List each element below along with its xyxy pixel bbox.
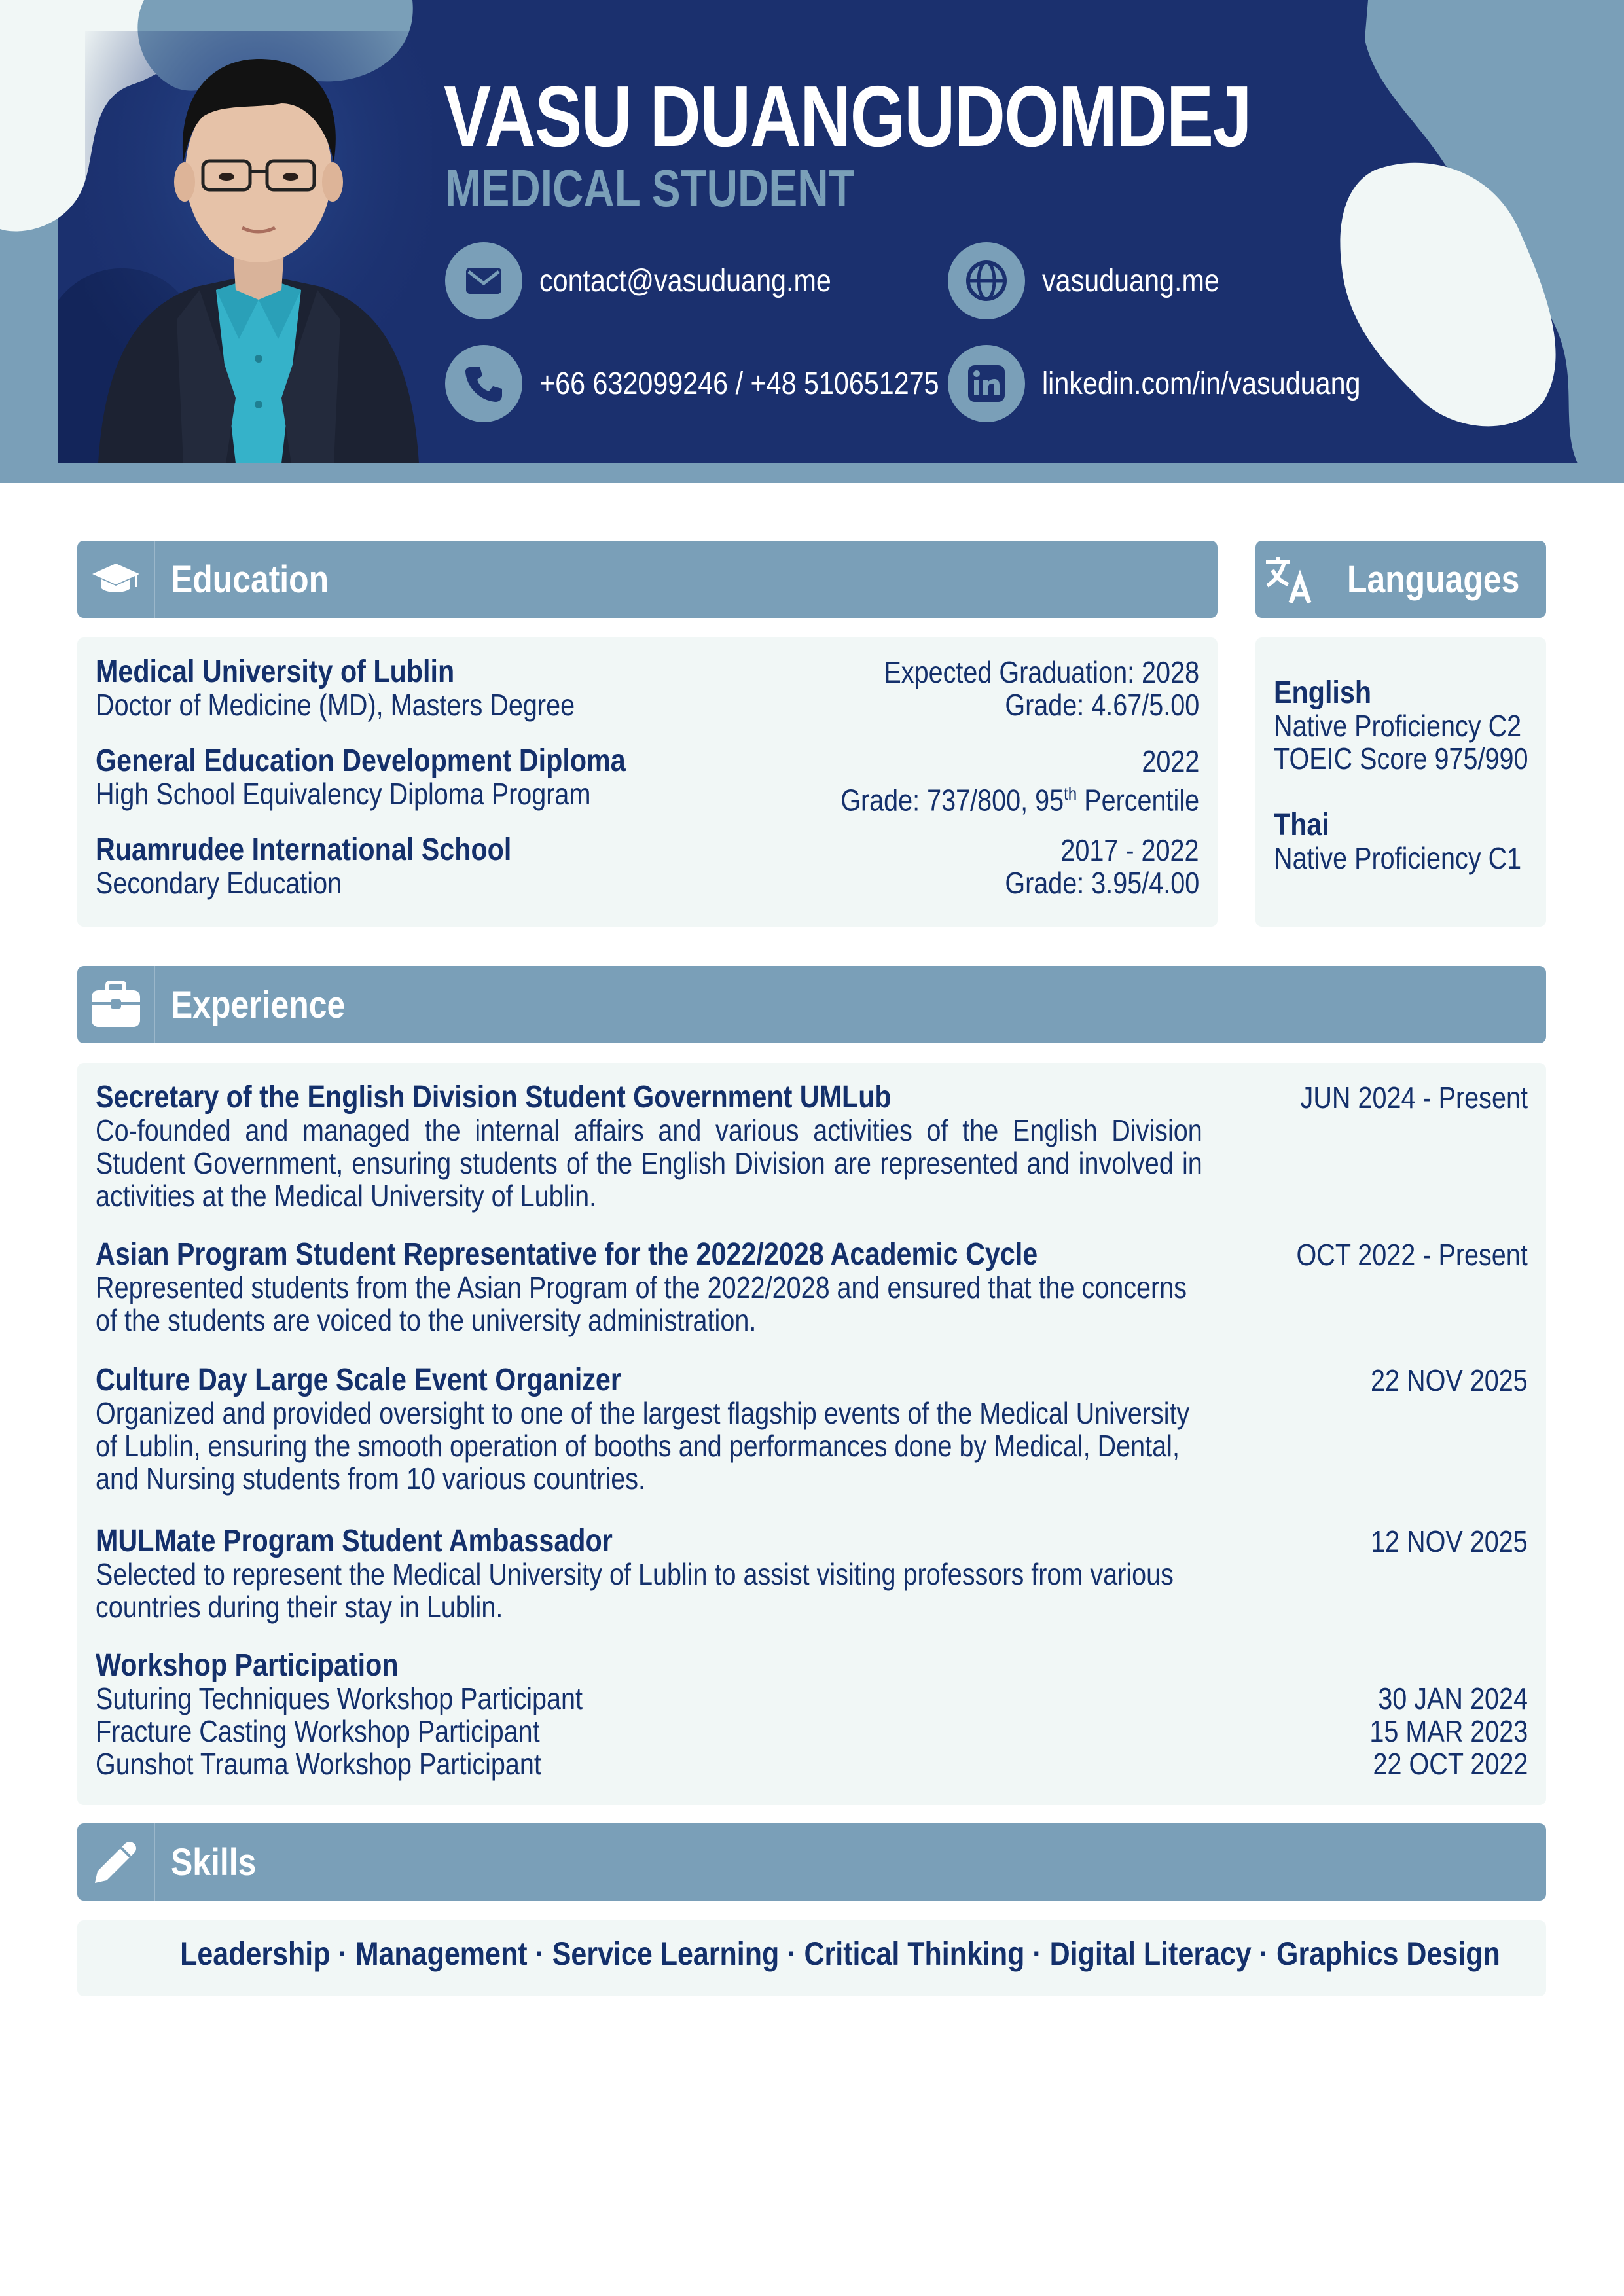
graduation-cap-icon [77, 541, 155, 618]
profile-photo [85, 31, 432, 463]
grade-prefix: Grade: 737/800, 95 [840, 783, 1064, 817]
experience-item [96, 1238, 1528, 1336]
workshop-name: Gunshot Trauma Workshop Participant [96, 1747, 541, 1781]
education-grade [840, 778, 1199, 816]
skills-header [77, 1823, 1546, 1901]
skills-heading: Skills [171, 1840, 257, 1884]
workshop-name: Fracture Casting Workshop Participant [96, 1714, 540, 1748]
workshop-item [96, 1682, 1528, 1715]
experience-title: Asian Program Student Representative for the 2022/2028 Academic Cycle [96, 1237, 1038, 1272]
experience-item [96, 1525, 1528, 1623]
linkedin-text: linkedin.com/in/vasuduang [1042, 366, 1361, 401]
experience-date: OCT 2022 - Present [1296, 1238, 1528, 1272]
education-date: Expected Graduation: 2028 [884, 655, 1199, 689]
website-text: vasuduang.me [1042, 263, 1219, 298]
experience-description: Selected to represent the Medical University of Lublin to assist visiting professors from various countries during their stay in Lublin. [96, 1557, 1174, 1624]
experience-item [96, 1364, 1528, 1495]
education-item [96, 744, 1199, 817]
experience-title: Secretary of the English Division Student Government UMLub [96, 1080, 892, 1115]
contact-phone[interactable] [445, 345, 1004, 422]
education-panel [77, 637, 1218, 927]
workshop-section [96, 1649, 1528, 1780]
job-title: MEDICAL STUDENT [445, 159, 855, 217]
workshop-date: 22 OCT 2022 [1373, 1747, 1528, 1781]
language-detail: Native Proficiency C2 [1274, 709, 1522, 743]
experience-date: 12 NOV 2025 [1371, 1524, 1528, 1558]
grade-suffix: Percentile [1077, 783, 1199, 817]
school-name: General Education Development Diploma [96, 744, 626, 778]
experience-title: Culture Day Large Scale Event Organizer [96, 1363, 621, 1397]
language-item [1274, 809, 1528, 874]
school-name: Medical University of Lublin [96, 655, 455, 689]
workshop-title: Workshop Participation [96, 1648, 399, 1683]
grade-superscript: th [1063, 783, 1077, 804]
skills-panel [77, 1920, 1546, 1996]
experience-date: JUN 2024 - Present [1300, 1081, 1528, 1115]
language-item [1274, 677, 1528, 775]
briefcase-icon [77, 966, 155, 1043]
experience-item [96, 1081, 1528, 1212]
education-header [77, 541, 1218, 618]
workshop-date: 15 MAR 2023 [1369, 1714, 1528, 1748]
experience-description: Co-founded and managed the internal affairs and various activities of the English Division Student Government, ensuring students of the English Division are represented and involved in activities at the Medical University of Lublin. [96, 1113, 1202, 1213]
education-grade: Grade: 4.67/5.00 [1005, 688, 1199, 722]
language-name: Thai [1274, 808, 1329, 842]
languages-heading: Languages [1347, 558, 1520, 601]
phone-icon [445, 345, 522, 422]
education-date: 2022 [1141, 744, 1199, 778]
globe-icon [948, 242, 1025, 319]
experience-description: Organized and provided oversight to one of the largest flagship events of the Medical University of Lublin, ensuring the smooth operation of booths and performances done by Medical, Dental, and Nursing students from 10 various countries. [96, 1396, 1190, 1496]
languages-panel [1255, 637, 1546, 927]
languages-header [1255, 541, 1546, 618]
workshop-name: Suturing Techniques Workshop Participant [96, 1681, 583, 1715]
education-grade: Grade: 3.95/4.00 [1005, 866, 1199, 900]
contact-email[interactable] [445, 242, 878, 319]
workshop-item [96, 1748, 1528, 1780]
linkedin-icon [948, 345, 1025, 422]
pencil-icon [77, 1823, 155, 1901]
experience-date: 22 NOV 2025 [1371, 1363, 1528, 1397]
full-name: VASU DUANGUDOMDEJ [444, 68, 1252, 164]
school-name: Ruamrudee International School [96, 833, 512, 867]
education-item [96, 656, 1199, 721]
workshop-date: 30 JAN 2024 [1378, 1681, 1528, 1715]
program-name: Doctor of Medicine (MD), Masters Degree [96, 688, 575, 722]
header [0, 0, 1624, 483]
experience-header [77, 966, 1546, 1043]
education-item [96, 834, 1199, 899]
experience-description: Represented students from the Asian Program of the 2022/2028 and ensured that the concerns of the students are voiced to the university administration. [96, 1270, 1187, 1337]
program-name: Secondary Education [96, 866, 342, 900]
phone-text: +66 632099246 / +48 510651275 [539, 366, 939, 401]
education-heading: Education [171, 558, 329, 601]
experience-panel [77, 1063, 1546, 1805]
experience-heading: Experience [171, 983, 346, 1026]
language-detail: TOEIC Score 975/990 [1274, 742, 1528, 776]
workshop-item [96, 1715, 1528, 1748]
language-detail: Native Proficiency C1 [1274, 841, 1522, 875]
skills-list: Leadership · Management · Service Learning · Critical Thinking · Digital Literacy · Graphics Design [180, 1935, 1500, 1972]
envelope-icon [445, 242, 522, 319]
experience-title: MULMate Program Student Ambassador [96, 1524, 613, 1558]
contact-website[interactable] [948, 242, 1248, 319]
contact-linkedin[interactable] [948, 345, 1413, 422]
translate-icon [1255, 541, 1321, 618]
header-bottom-strip [0, 463, 1624, 483]
program-name: High School Equivalency Diploma Program [96, 777, 591, 811]
education-date: 2017 - 2022 [1060, 833, 1199, 867]
email-text: contact@vasuduang.me [539, 263, 831, 298]
language-name: English [1274, 675, 1372, 710]
